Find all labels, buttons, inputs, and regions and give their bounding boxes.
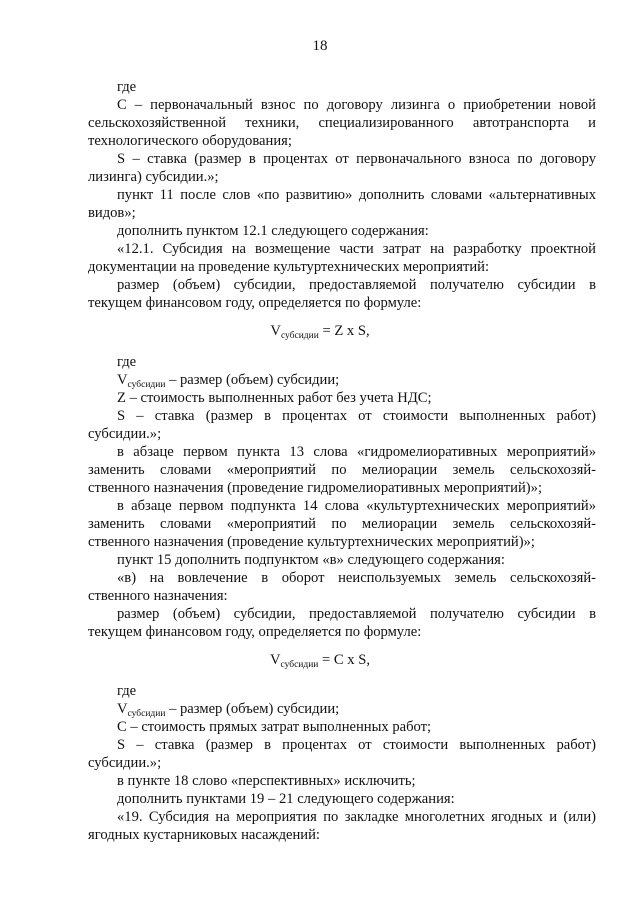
text-line: в абзаце первом пункта 13 слова «гидромелиоративных мероприятий» bbox=[117, 444, 596, 460]
text-line: видов»; bbox=[88, 205, 136, 221]
text-line: «12.1. Субсидия на возмещение части затрат на разработку проектной bbox=[117, 241, 596, 257]
text-line: дополнить пунктами 19 – 21 следующего содержания: bbox=[117, 791, 455, 807]
text-line: текущем финансовом году, определяется по формуле: bbox=[88, 624, 422, 640]
text-line: сельскохозяйственной техники, специализированного автотранспорта и bbox=[88, 115, 596, 131]
formula-1-expression: = Z x S, bbox=[318, 323, 370, 339]
text-line: S – ставка (размер в процентах от первоначального взноса по договору bbox=[117, 151, 596, 167]
formula-2-expression: = C x S, bbox=[318, 652, 371, 668]
text-line: ственного назначения (проведение культуртехнических мероприятий)»; bbox=[88, 534, 535, 550]
text-line: в пункте 18 слово «перспективных» исключить; bbox=[117, 773, 416, 789]
text-line: в абзаце первом подпункта 14 слова «культуртехнических мероприятий» bbox=[117, 498, 596, 514]
text-line: C – стоимость прямых затрат выполненных работ; bbox=[117, 719, 432, 735]
text-line: S – ставка (размер в процентах от стоимости выполненных работ) bbox=[117, 408, 596, 424]
text-line: ственного назначения (проведение гидромелиоративных мероприятий)»; bbox=[88, 480, 542, 496]
text-line: лизинга) субсидии.»; bbox=[88, 169, 219, 185]
text-line: технологического оборудования; bbox=[88, 133, 292, 149]
formula-2 bbox=[0, 651, 640, 669]
text-line: заменить словами «мероприятий по мелиорации земель сельскохозяй- bbox=[88, 516, 596, 532]
formula-2-symbol: V bbox=[269, 652, 281, 668]
text-line: субсидии.»; bbox=[88, 755, 162, 771]
v-subscript: субсидии bbox=[127, 380, 166, 390]
text-line: субсидии.»; bbox=[88, 426, 162, 442]
text-line: $V_{субсидии}$ – размер (объем) субсидии; bbox=[117, 701, 340, 719]
text-line: «19. Субсидия на мероприятия по закладке многолетних ягодных и (или) bbox=[117, 809, 596, 825]
text-line: размер (объем) субсидии, предоставляемой получателю субсидии в bbox=[117, 606, 596, 622]
text-line: С – первоначальный взнос по договору лизинга о приобретении новой bbox=[117, 97, 596, 113]
text-line: дополнить пунктом 12.1 следующего содержания: bbox=[117, 223, 429, 239]
text-line: текущем финансовом году, определяется по формуле: bbox=[88, 295, 422, 311]
formula-1-subscript: субсидии bbox=[280, 331, 319, 341]
text-line: «в) на вовлечение в оборот неиспользуемых земель сельскохозяй- bbox=[117, 570, 596, 586]
text-line: ягодных кустарниковых насаждений: bbox=[88, 827, 320, 843]
text-line: где bbox=[117, 79, 137, 95]
text-line: где bbox=[117, 683, 137, 699]
formula-1 bbox=[0, 322, 640, 340]
text-line: Z – стоимость выполненных работ без учета НДС; bbox=[117, 390, 432, 406]
formula-1-symbol: V bbox=[270, 323, 281, 339]
text-line: где bbox=[117, 354, 137, 370]
text-line: ственного назначения: bbox=[88, 588, 228, 604]
text-line: пункт 15 дополнить подпунктом «в» следующего содержания: bbox=[117, 552, 505, 568]
text-line: S – ставка (размер в процентах от стоимости выполненных работ) bbox=[117, 737, 596, 753]
text-line: документации на проведение культуртехнических мероприятий: bbox=[88, 259, 489, 275]
page-number: 18 bbox=[312, 38, 328, 54]
formula-2-subscript: субсидии bbox=[280, 660, 319, 670]
v-subscript: субсидии bbox=[127, 709, 166, 719]
text-line: размер (объем) субсидии, предоставляемой получателю субсидии в bbox=[117, 277, 596, 293]
text-line: $V_{субсидии}$ – размер (объем) субсидии; bbox=[117, 372, 340, 390]
text-line: пункт 11 после слов «по развитию» дополнить словами «альтернативных bbox=[117, 187, 596, 203]
text-line: заменить словами «мероприятий по мелиорации земель сельскохозяй- bbox=[88, 462, 596, 478]
